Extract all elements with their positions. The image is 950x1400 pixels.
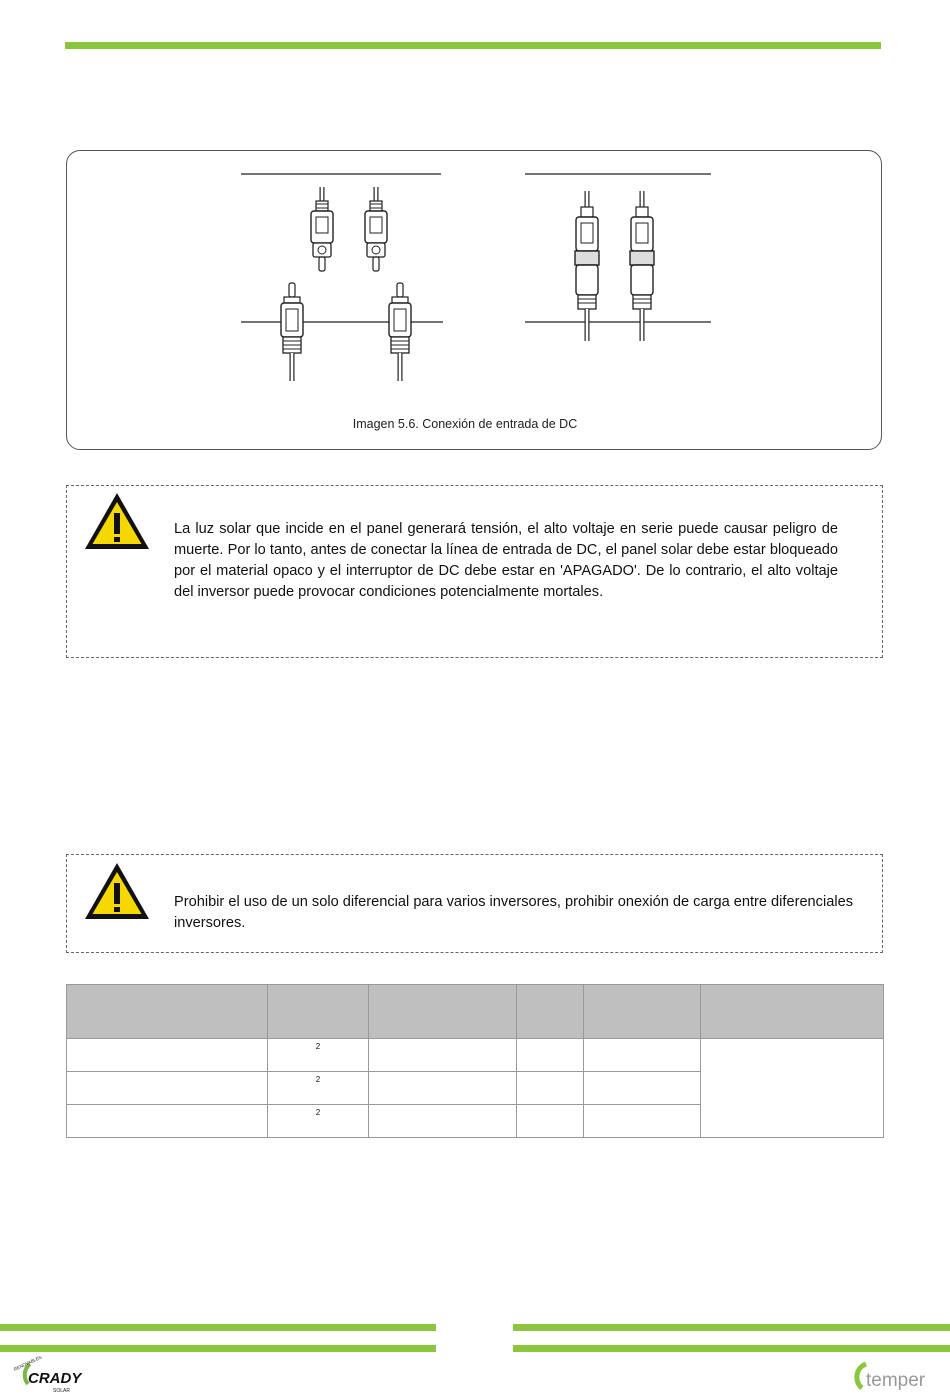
svg-text:temper: temper [866,1370,926,1391]
table-header-cell [701,985,884,1039]
figure-dc-connection [66,150,882,450]
table-merged-cell [701,1039,884,1138]
table-cell [67,1105,268,1138]
svg-text:RENOVABLES: RENOVABLES [12,1354,43,1372]
crady-solar-logo [10,1354,90,1394]
table-cell [517,1105,584,1138]
connector-illustration [67,151,883,451]
table-header-cell [517,985,584,1039]
warning-text-dc: La luz solar que incide en el panel generará tensión, el alto voltaje en serie puede causar peligro de muerte. Por lo tanto, antes de conectar la línea de entrada de DC, el panel solar debe estar bloqueado por el material opaco y el interruptor de DC debe estar en 'APAGADO'. De lo contrario, el alto voltaje del inversor puede provocar condiciones potencialmente mortales. [174,521,838,600]
warning-triangle-icon [83,491,151,551]
header-green-bar [65,42,881,49]
table-header-cell [67,985,268,1039]
table-cell [67,1072,268,1105]
warning-triangle-icon [83,861,151,921]
footer-green-bar [0,1324,436,1331]
superscript-2: 2 [315,1075,321,1084]
table-header-cell [584,985,701,1039]
table-header-cell [268,985,369,1039]
superscript-2: 2 [315,1108,321,1117]
table-cell [268,1105,369,1138]
superscript-2: 2 [315,1042,321,1051]
table-cell [369,1105,517,1138]
table-cell [584,1072,701,1105]
table-cell [369,1072,517,1105]
figure-caption: Imagen 5.6. Conexión de entrada de DC [352,417,578,431]
footer-green-bar [513,1345,950,1352]
table-cell [517,1039,584,1072]
table-cell [268,1072,369,1105]
warning-box-dc [66,485,883,658]
table-cell [517,1072,584,1105]
table-header-cell [369,985,517,1039]
spec-table [66,984,884,1138]
footer-green-bar [513,1324,950,1331]
svg-text:CRADY: CRADY [28,1370,82,1387]
table-cell [369,1039,517,1072]
table-cell [268,1039,369,1072]
table-cell [584,1039,701,1072]
warning-box-differential [66,854,883,953]
footer-green-bar [0,1345,436,1352]
svg-text:SOLAR: SOLAR [53,1388,70,1394]
temper-logo [852,1358,942,1394]
table-cell [67,1039,268,1072]
table-header-row [67,985,884,1039]
warning-text-differential: Prohibir el uso de un solo diferencial para varios inversores, prohibir onexión de carga entre diferenciales inversores. [174,894,853,931]
table-cell [584,1105,701,1138]
table-row [67,1039,884,1072]
